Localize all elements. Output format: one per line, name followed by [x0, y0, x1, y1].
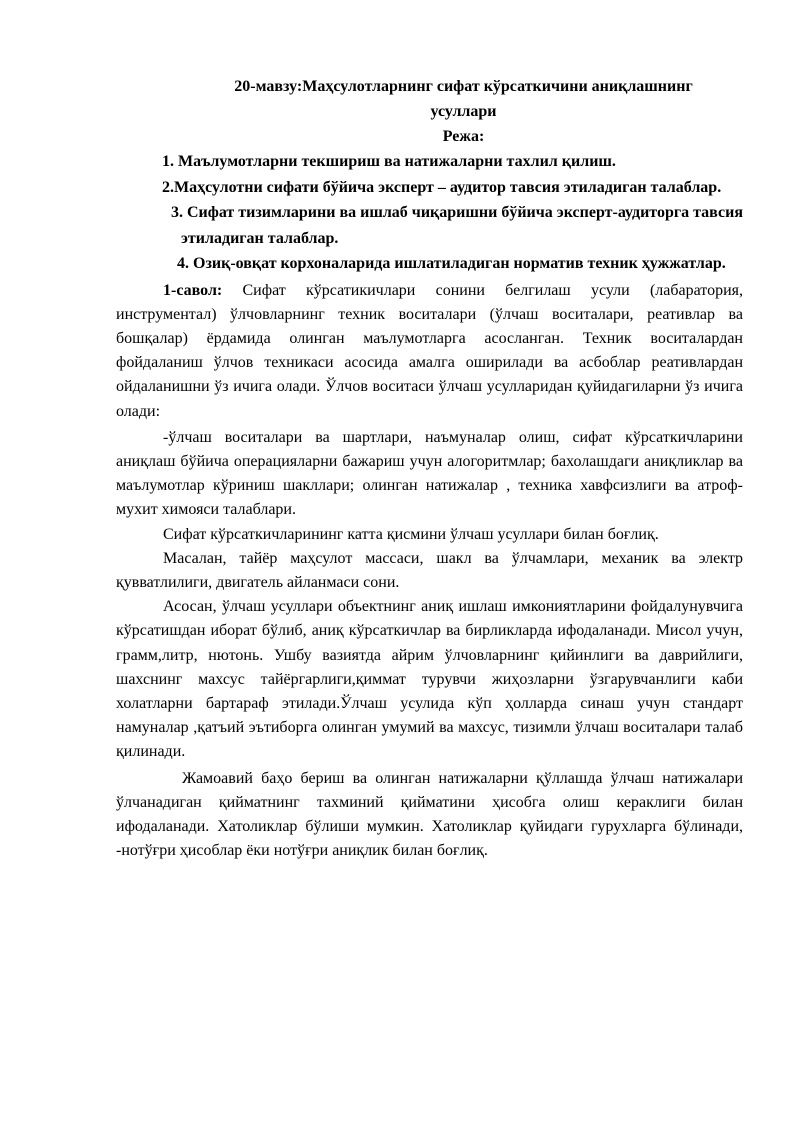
plan-item-2: 2.Маҳсулотни сифати бўйича эксперт – аудитор тавсия этиладиган талаблар. — [162, 178, 722, 196]
question-1-text: Сифат кўрсатикичлари сонини белгилаш усули (лабаратория, инструментал) ўлчовларнинг техник воситалари (ўлчаш воситалари, реативлар ва бошқалар) ёрдамида олинган маълумотларга асосланган. Техник воситалардан фойдаланиш ўлчов техникаси асосида амалга оширилади ва асбоблар реативлардан ойдаланишни ўз ичига олади. Ўлчов воситаси ўлчаш усулларидан қуйидагиларни ўз ичига олади: — [116, 281, 743, 420]
title-line-2: усуллари — [430, 103, 497, 120]
question-1-paragraph — [116, 279, 743, 424]
plan-item-3: 3. Сифат тизимларини ва ишлаб чиқаришни бўйича эксперт-аудиторга тавсия этиладиган талаблар. — [171, 204, 743, 247]
plan-heading: Режа: — [442, 128, 485, 145]
title-line-1: 20-мавзу:Маҳсулотларнинг сифат кўрсаткичини аниқлашнинг — [234, 78, 693, 95]
question-1-label: 1-савол: — [163, 281, 223, 299]
paragraph-collective-assessment: Жамоавий баҳо бериш ва олинган натижаларни қўллашда ўлчаш натижалари ўлчанадиган қийматнинг тахминий қийматини ҳисобга олиш кераклиги билан ифодаланади. Хатоликлар бўлиши мумкин. Хатоликлар қуйидаги гурухларга бўлинади, -нотўғри ҳисоблар ёки нотўғри аниқлик билан боғлиқ. — [116, 769, 743, 860]
paragraph-quality-indicators: Сифат кўрсаткичларининг катта қисмини ўлчаш усуллари билан боғлиқ. — [163, 525, 659, 543]
document-page — [116, 74, 743, 863]
paragraph-example: Масалан, тайёр маҳсулот массаси, шакл ва ўлчамлари, механик ва электр қувватлилиги, двигатель айланмаси сони. — [116, 549, 743, 591]
paragraph-measurement-methods: Асосан, ўлчаш усуллари объектнинг аниқ ишлаш имкониятларини фойдалунувчига кўрсатишдан иборат бўлиб, аниқ кўрсаткичлар ва бирликларда ифодаланади. Мисол учун, грамм,литр, нютонь. Ушбу вазиятда айрим ўлчовларнинг қийинлиги ва даврийлиги, шахснинг махсус тайёргарлиги,қиммат турувчи жиҳозларни ўзгарувчанлиги каби холатларни бартараф этилади.Ўлчаш усулида кўп ҳолларда синаш учун стандарт намуналар ,қатъий эътиборга олинган умумий ва махсус, тизимли ўлчаш воситалари талаб қилинади. — [116, 598, 743, 761]
plan-item-1: 1. Маълумотларни текшириш ва натижаларни тахлил қилиш. — [162, 153, 616, 170]
document-title — [116, 74, 743, 124]
plan-list — [116, 149, 743, 277]
measurement-list-paragraph: -ўлчаш воситалари ва шартлари, наъмуналар олиш, сифат кўрсаткичларини аниқлаш бўйича операцияларни бажариш учун алогоритмлар; бахолашдаги аниқликлар ва маълумотлар кўриниш шакллари; олинган натижалар , техника хавфсизлиги ва атроф-мухит химояси талаблари. — [116, 428, 743, 519]
plan-item-4: 4. Озиқ-овқат корхоналарида ишлатиладиган норматив техник ҳужжатлар. — [177, 255, 726, 272]
